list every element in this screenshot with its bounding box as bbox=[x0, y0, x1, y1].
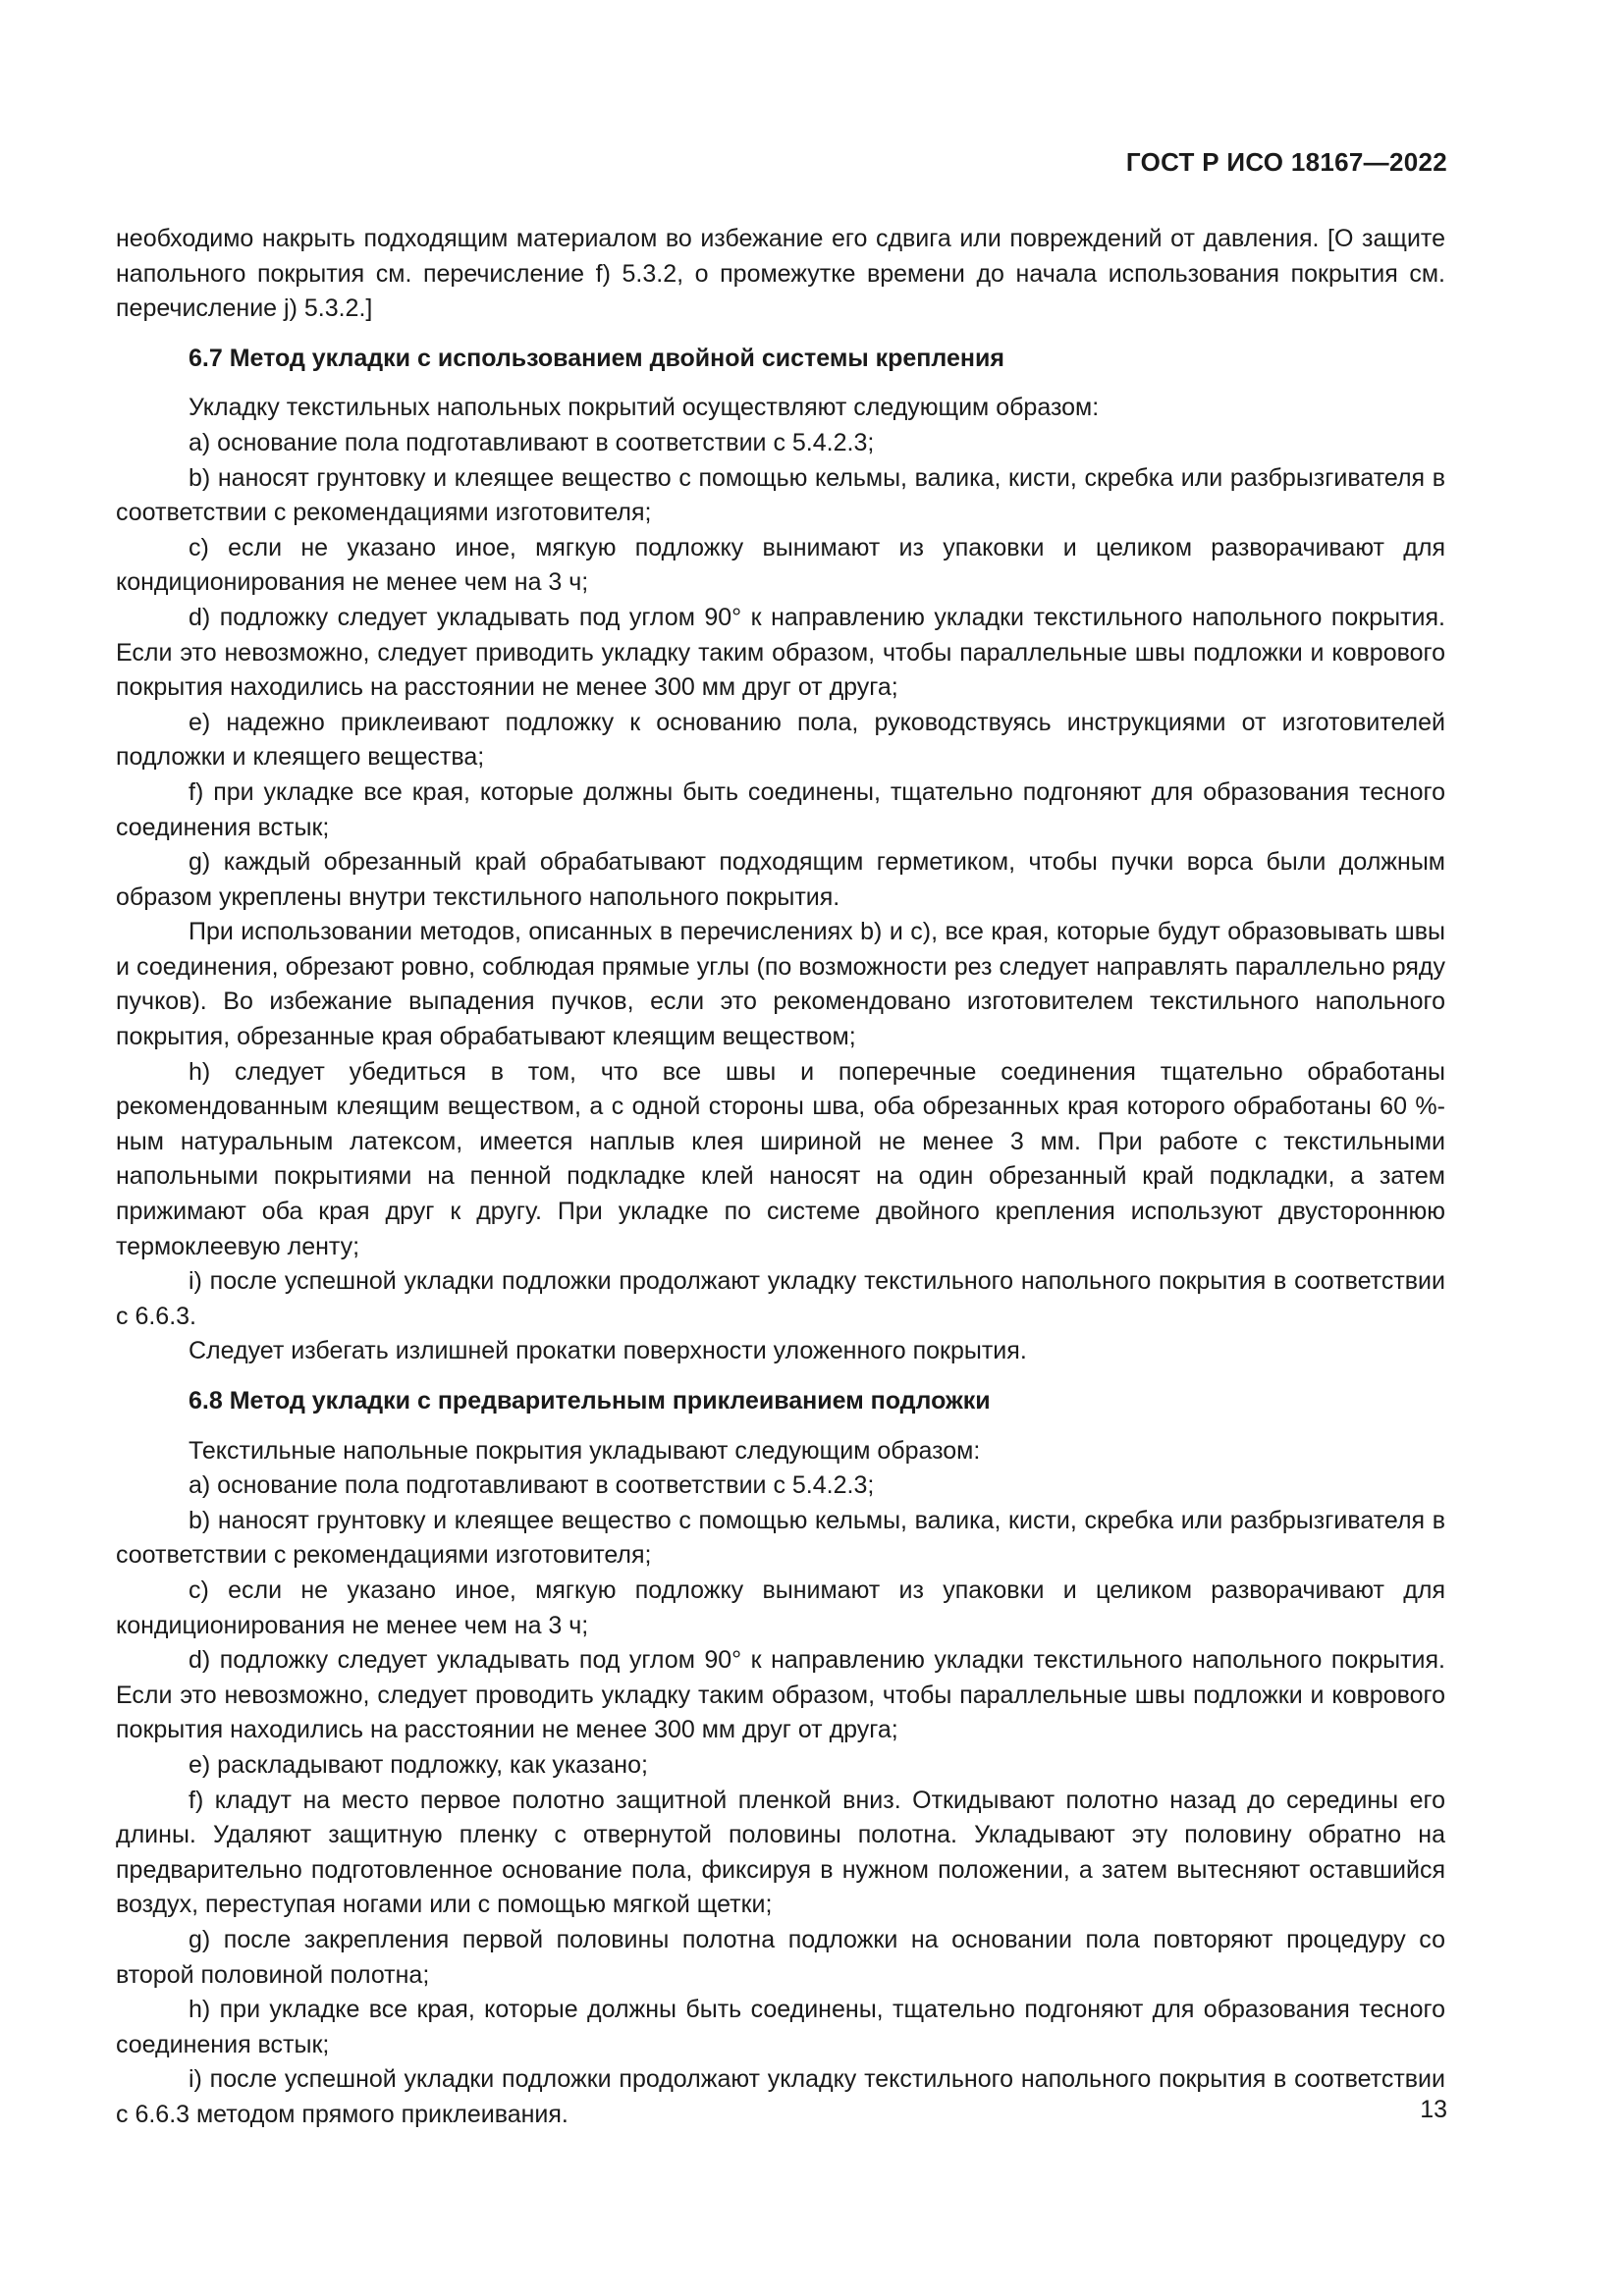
list-item: e) надежно приклеивают подложку к основанию пола, руководствуясь инструкциями от изготовителей подложки и клеящего вещества; bbox=[116, 708, 1445, 772]
section-heading-6-8: 6.8 Метод укладки с предварительным приклеиванием подложки bbox=[189, 1387, 991, 1415]
list-item: b) наносят грунтовку и клеящее вещество с помощью кельмы, валика, кисти, скребка или разбрызгивателя в соответствии с рекомендациями изготовителя; bbox=[116, 1506, 1445, 1570]
list-item: b) наносят грунтовку и клеящее вещество с помощью кельмы, валика, кисти, скребка или разбрызгивателя в соответствии с рекомендациями изготовителя; bbox=[116, 463, 1445, 527]
document-code: ГОСТ Р ИСО 18167—2022 bbox=[1125, 147, 1447, 177]
section-heading-6-7: 6.7 Метод укладки с использованием двойной системы крепления bbox=[189, 344, 1004, 372]
list-item: i) после успешной укладки подложки продолжают укладку текстильного напольного покрытия в соответствии с 6.6.3 методом прямого приклеивания. bbox=[116, 2065, 1445, 2128]
list-item: d) подложку следует укладывать под углом 90° к направлению укладки текстильного напольного покрытия. Если это невозможно, следует приводить укладку таким образом, чтобы параллельные швы подложки и коврового покрытия находились на расстоянии не менее 300 мм друг от друга; bbox=[116, 603, 1445, 702]
list-item: а) основание пола подготавливают в соответствии с 5.4.2.3; bbox=[189, 428, 875, 456]
paragraph: Следует избегать излишней прокатки поверхности уложенного покрытия. bbox=[189, 1337, 1027, 1365]
list-item: h) при укладке все края, которые должны быть соединены, тщательно подгоняют для образования тесного соединения встык; bbox=[116, 1996, 1445, 2058]
list-item: f) кладут на место первое полотно защитной пленкой вниз. Откидывают полотно назад до середины его длины. Удаляют защитную пленку с отвернутой половины полотна. Укладывают эту половину обратно на предварительно подготовленное основание пола, фиксируя в нужном положении, а затем вытесняют оставшийся воздух, переступая ногами или с помощью мягкой щетки; bbox=[116, 1786, 1445, 1919]
document-body bbox=[116, 222, 1445, 2132]
paragraph: Укладку текстильных напольных покрытий осуществляют следующим образом: bbox=[189, 394, 1100, 422]
list-item: f) при укладке все края, которые должны быть соединены, тщательно подгоняют для образования тесного соединения встык; bbox=[116, 777, 1445, 841]
intro-paragraph: необходимо накрыть подходящим материалом во избежание его сдвига или повреждений от давления. [О защите напольного покрытия см. перечисление f) 5.3.2, о промежутке времени до начала использования покрытия см. перечисление j) 5.3.2.] bbox=[116, 225, 1445, 323]
list-item: c) если не указано иное, мягкую подложку вынимают из упаковки и целиком разворачивают для кондиционирования не менее чем на 3 ч; bbox=[116, 1575, 1445, 1639]
paragraph: При использовании методов, описанных в перечислениях b) и c), все края, которые будут образовывать швы и соединения, обрезают ровно, соблюдая прямые углы (по возможности рез следует направлять параллельно ряду пучков). Во избежание выпадения пучков, если это рекомендовано изготовителем текстильного напольного покрытия, обрезанные края обрабатывают клеящим веществом; bbox=[116, 918, 1445, 1051]
list-item: h) следует убедиться в том, что все швы и поперечные соединения тщательно обработаны рекомендованным клеящим веществом, а с одной стороны шва, оба обрезанных края которого обработаны 60 %-ным натуральным латексом, имеется наплыв клея шириной не менее 3 мм. При работе с текстильными напольными покрытиями на пенной подкладке клей наносят на один обрезанный край подкладки, а затем прижимают оба края друг к другу. При укладке по системе двойного крепления используют двустороннюю термоклеевую ленту; bbox=[116, 1057, 1445, 1260]
page-number: 13 bbox=[1420, 2096, 1447, 2123]
paragraph: Текстильные напольные покрытия укладывают следующим образом: bbox=[189, 1436, 981, 1465]
list-item: i) после успешной укладки подложки продолжают укладку текстильного напольного покрытия в соответствии с 6.6.3. bbox=[116, 1267, 1445, 1330]
list-item: а) основание пола подготавливают в соответствии с 5.4.2.3; bbox=[189, 1471, 875, 1500]
list-item: g) после закрепления первой половины полотна подложки на основании пола повторяют процедуру со второй половиной полотна; bbox=[116, 1925, 1445, 1989]
list-item: c) если не указано иное, мягкую подложку вынимают из упаковки и целиком разворачивают для кондиционирования не менее чем на 3 ч; bbox=[116, 533, 1445, 597]
list-item: g) каждый обрезанный край обрабатывают подходящим герметиком, чтобы пучки ворса были должным образом укреплены внутри текстильного напольного покрытия. bbox=[116, 848, 1445, 911]
list-item: e) раскладывают подложку, как указано; bbox=[189, 1750, 648, 1779]
list-item: d) подложку следует укладывать под углом 90° к направлению укладки текстильного напольного покрытия. Если это невозможно, следует проводить укладку таким образом, чтобы параллельные швы подложки и коврового покрытия находились на расстоянии не менее 300 мм друг от друга; bbox=[116, 1646, 1445, 1744]
